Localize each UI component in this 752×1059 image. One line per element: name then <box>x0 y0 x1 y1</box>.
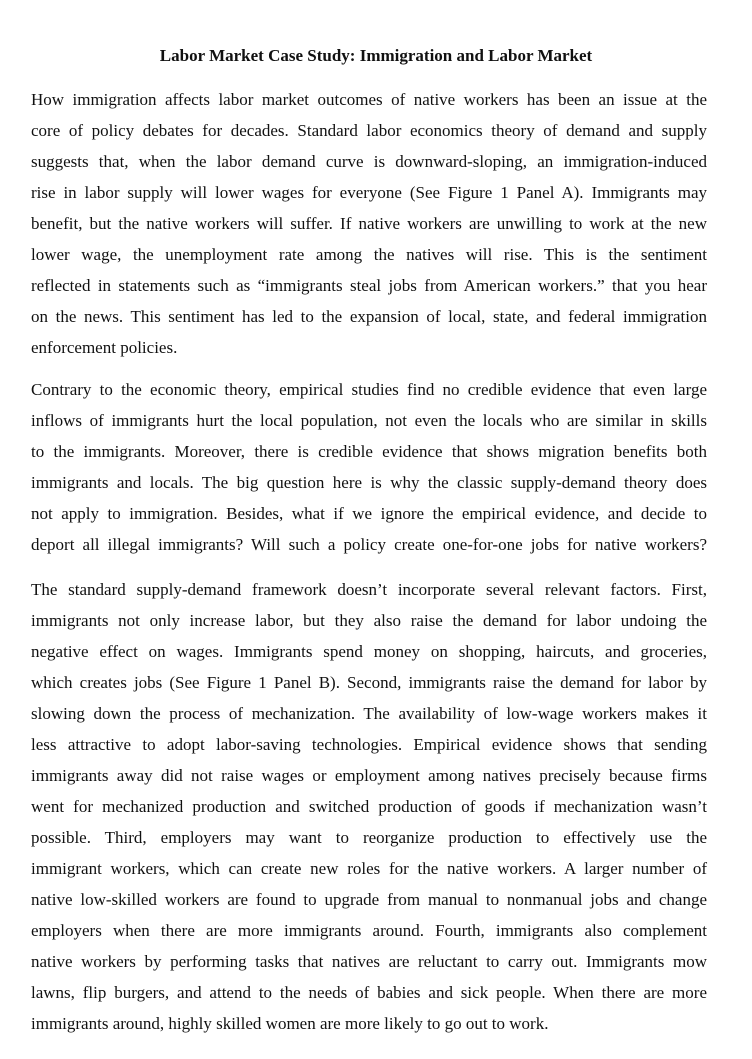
text-line: went for mechanized production and switched production of goods if mechanization wasn’t <box>31 797 707 816</box>
text-line: native workers by performing tasks that natives are reluctant to carry out. Immigrants mow <box>31 952 707 971</box>
text-line: lawns, flip burgers, and attend to the needs of babies and sick people. When there are more <box>31 983 707 1002</box>
paragraph-1 <box>31 84 707 363</box>
document-title: Labor Market Case Study: Immigration and Labor Market <box>159 46 593 65</box>
text-line: core of policy debates for decades. Standard labor economics theory of demand and supply <box>31 121 707 140</box>
text-line: not apply to immigration. Besides, what if we ignore the empirical evidence, and decide to <box>31 504 707 523</box>
text-line: benefit, but the native workers will suffer. If native workers are unwilling to work at the new <box>31 214 707 233</box>
text-line: reflected in statements such as “immigrants steal jobs from American workers.” that you hear <box>31 276 707 295</box>
text-line: native low-skilled workers are found to upgrade from manual to nonmanual jobs and change <box>31 890 707 909</box>
text-line: The standard supply-demand framework doesn’t incorporate several relevant factors. First, <box>31 580 707 599</box>
text-line: immigrants away did not raise wages or employment among natives precisely because firms <box>31 766 707 785</box>
text-line: lower wage, the unemployment rate among the natives will rise. This is the sentiment <box>31 245 707 264</box>
text-line: Contrary to the economic theory, empirical studies find no credible evidence that even large <box>31 380 707 399</box>
text-line: on the news. This sentiment has led to the expansion of local, state, and federal immigration <box>31 307 707 326</box>
text-line: How immigration affects labor market outcomes of native workers has been an issue at the <box>31 90 707 109</box>
text-line: negative effect on wages. Immigrants spend money on shopping, haircuts, and groceries, <box>31 642 707 661</box>
text-line: possible. Third, employers may want to reorganize production to effectively use the <box>31 828 707 847</box>
text-line: slowing down the process of mechanization. The availability of low-wage workers makes it <box>31 704 707 723</box>
text-line: inflows of immigrants hurt the local population, not even the locals who are similar in skills <box>31 411 707 430</box>
text-line: employers when there are more immigrants around. Fourth, immigrants also complement <box>31 921 707 940</box>
text-line: which creates jobs (See Figure 1 Panel B). Second, immigrants raise the demand for labor by <box>31 673 707 692</box>
text-line: deport all illegal immigrants? Will such a policy create one-for-one jobs for native workers? <box>31 535 707 554</box>
text-line: immigrants and locals. The big question here is why the classic supply-demand theory does <box>31 473 707 492</box>
text-line: enforcement policies. <box>31 338 178 357</box>
text-line: less attractive to adopt labor-saving technologies. Empirical evidence shows that sending <box>31 735 707 754</box>
paragraph-2 <box>31 374 707 560</box>
text-line: immigrants around, highly skilled women are more likely to go out to work. <box>31 1014 549 1033</box>
text-line: to the immigrants. Moreover, there is credible evidence that shows migration benefits both <box>31 442 707 461</box>
text-line: rise in labor supply will lower wages for everyone (See Figure 1 Panel A). Immigrants may <box>31 183 707 202</box>
paragraph-3 <box>31 574 707 1039</box>
text-line: immigrant workers, which can create new roles for the native workers. A larger number of <box>31 859 707 878</box>
text-line: suggests that, when the labor demand curve is downward-sloping, an immigration-induced <box>31 152 707 171</box>
text-line: immigrants not only increase labor, but they also raise the demand for labor undoing the <box>31 611 707 630</box>
